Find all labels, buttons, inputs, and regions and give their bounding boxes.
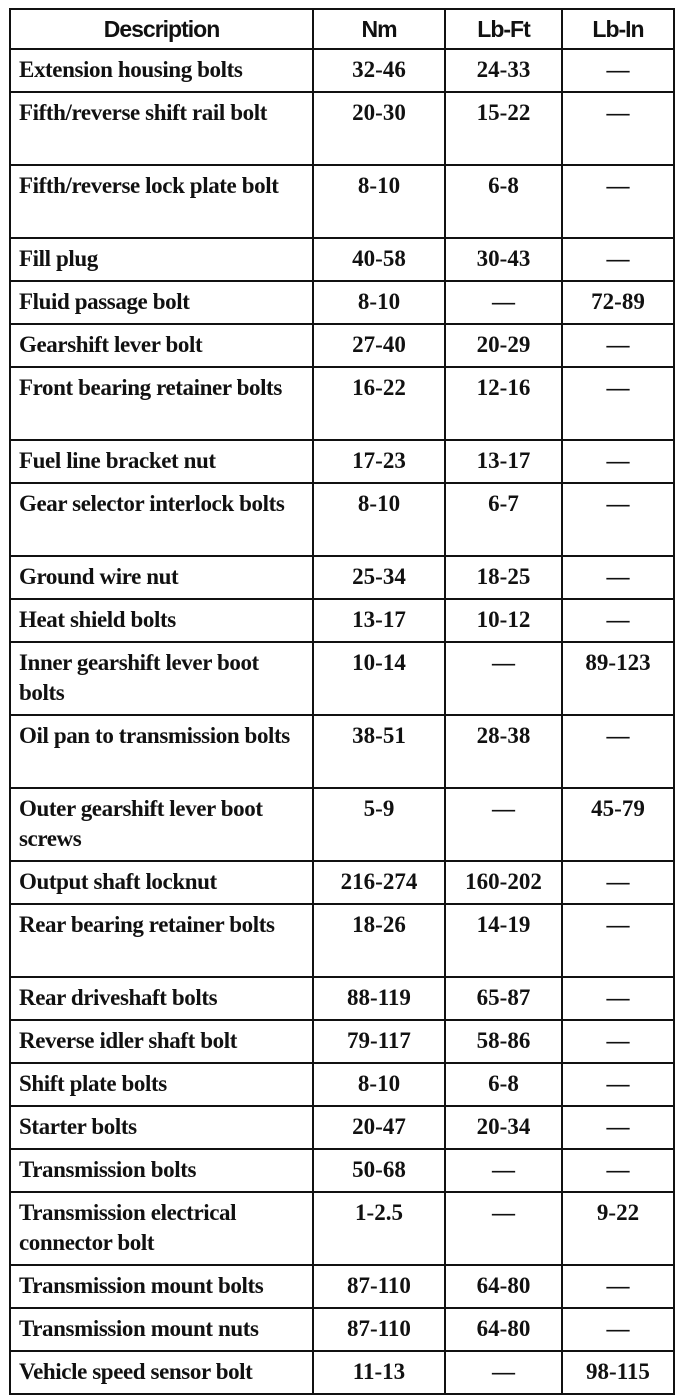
table-row bbox=[10, 642, 674, 715]
lb-in-cell: — bbox=[562, 1063, 674, 1106]
header-lb-in: Lb-In bbox=[562, 9, 674, 49]
lb-in-cell: — bbox=[562, 1149, 674, 1192]
lb-in-cell: 89-123 bbox=[562, 642, 674, 715]
description-cell: Front bearing retainer bolts bbox=[10, 367, 313, 440]
lb-ft-cell: — bbox=[445, 281, 562, 324]
description-cell: Fluid passage bolt bbox=[10, 281, 313, 324]
lb-in-cell: — bbox=[562, 904, 674, 977]
lb-ft-cell: 64-80 bbox=[445, 1308, 562, 1351]
table-row bbox=[10, 367, 674, 440]
lb-ft-cell: 18-25 bbox=[445, 556, 562, 599]
description-cell: Transmission electrical connector bolt bbox=[10, 1192, 313, 1265]
table-row bbox=[10, 788, 674, 861]
lb-ft-cell: 12-16 bbox=[445, 367, 562, 440]
lb-ft-cell: 64-80 bbox=[445, 1265, 562, 1308]
table-row bbox=[10, 281, 674, 324]
table-row bbox=[10, 1106, 674, 1149]
lb-in-cell: 98-115 bbox=[562, 1351, 674, 1394]
nm-cell: 1-2.5 bbox=[313, 1192, 445, 1265]
table-row bbox=[10, 556, 674, 599]
nm-cell: 8-10 bbox=[313, 1063, 445, 1106]
table-row bbox=[10, 440, 674, 483]
nm-cell: 18-26 bbox=[313, 904, 445, 977]
lb-ft-cell: 14-19 bbox=[445, 904, 562, 977]
lb-in-cell: — bbox=[562, 367, 674, 440]
table-row bbox=[10, 1265, 674, 1308]
lb-in-cell: — bbox=[562, 440, 674, 483]
table-row bbox=[10, 1351, 674, 1394]
nm-cell: 216-274 bbox=[313, 861, 445, 904]
lb-in-cell: — bbox=[562, 861, 674, 904]
lb-in-cell: — bbox=[562, 715, 674, 788]
lb-in-cell: — bbox=[562, 1308, 674, 1351]
nm-cell: 20-47 bbox=[313, 1106, 445, 1149]
lb-in-cell: — bbox=[562, 324, 674, 367]
description-cell: Fill plug bbox=[10, 238, 313, 281]
description-cell: Output shaft locknut bbox=[10, 861, 313, 904]
nm-cell: 8-10 bbox=[313, 165, 445, 238]
lb-in-cell: — bbox=[562, 1265, 674, 1308]
lb-ft-cell: 15-22 bbox=[445, 92, 562, 165]
lb-ft-cell: 65-87 bbox=[445, 977, 562, 1020]
header-description: Description bbox=[10, 9, 313, 49]
lb-in-cell: — bbox=[562, 1020, 674, 1063]
lb-in-cell: — bbox=[562, 92, 674, 165]
description-cell: Shift plate bolts bbox=[10, 1063, 313, 1106]
nm-cell: 10-14 bbox=[313, 642, 445, 715]
nm-cell: 27-40 bbox=[313, 324, 445, 367]
header-row bbox=[10, 9, 674, 49]
description-cell: Rear bearing retainer bolts bbox=[10, 904, 313, 977]
lb-ft-cell: — bbox=[445, 788, 562, 861]
lb-in-cell: 45-79 bbox=[562, 788, 674, 861]
lb-in-cell: — bbox=[562, 556, 674, 599]
nm-cell: 11-13 bbox=[313, 1351, 445, 1394]
nm-cell: 16-22 bbox=[313, 367, 445, 440]
nm-cell: 50-68 bbox=[313, 1149, 445, 1192]
description-cell: Transmission bolts bbox=[10, 1149, 313, 1192]
nm-cell: 8-10 bbox=[313, 483, 445, 556]
lb-ft-cell: 6-8 bbox=[445, 165, 562, 238]
table-row bbox=[10, 1063, 674, 1106]
description-cell: Rear driveshaft bolts bbox=[10, 977, 313, 1020]
table-row bbox=[10, 977, 674, 1020]
description-cell: Outer gearshift lever boot screws bbox=[10, 788, 313, 861]
lb-in-cell: — bbox=[562, 483, 674, 556]
nm-cell: 79-117 bbox=[313, 1020, 445, 1063]
lb-in-cell: 72-89 bbox=[562, 281, 674, 324]
description-cell: Fifth/reverse shift rail bolt bbox=[10, 92, 313, 165]
table-row bbox=[10, 1020, 674, 1063]
description-cell: Inner gearshift lever boot bolts bbox=[10, 642, 313, 715]
description-cell: Gearshift lever bolt bbox=[10, 324, 313, 367]
nm-cell: 32-46 bbox=[313, 49, 445, 92]
nm-cell: 88-119 bbox=[313, 977, 445, 1020]
lb-in-cell: — bbox=[562, 238, 674, 281]
lb-ft-cell: 30-43 bbox=[445, 238, 562, 281]
table-row bbox=[10, 483, 674, 556]
lb-ft-cell: — bbox=[445, 1149, 562, 1192]
lb-ft-cell: 10-12 bbox=[445, 599, 562, 642]
lb-ft-cell: — bbox=[445, 642, 562, 715]
description-cell: Starter bolts bbox=[10, 1106, 313, 1149]
description-cell: Reverse idler shaft bolt bbox=[10, 1020, 313, 1063]
nm-cell: 17-23 bbox=[313, 440, 445, 483]
table-row bbox=[10, 599, 674, 642]
header-lb-ft: Lb-Ft bbox=[445, 9, 562, 49]
description-cell: Gear selector interlock bolts bbox=[10, 483, 313, 556]
nm-cell: 20-30 bbox=[313, 92, 445, 165]
nm-cell: 25-34 bbox=[313, 556, 445, 599]
table-row bbox=[10, 49, 674, 92]
torque-spec-table bbox=[9, 8, 675, 1395]
lb-in-cell: — bbox=[562, 165, 674, 238]
lb-ft-cell: 20-34 bbox=[445, 1106, 562, 1149]
description-cell: Ground wire nut bbox=[10, 556, 313, 599]
description-cell: Fifth/reverse lock plate bolt bbox=[10, 165, 313, 238]
lb-ft-cell: — bbox=[445, 1351, 562, 1394]
lb-ft-cell: 20-29 bbox=[445, 324, 562, 367]
nm-cell: 13-17 bbox=[313, 599, 445, 642]
nm-cell: 8-10 bbox=[313, 281, 445, 324]
table-row bbox=[10, 238, 674, 281]
lb-ft-cell: 28-38 bbox=[445, 715, 562, 788]
description-cell: Fuel line bracket nut bbox=[10, 440, 313, 483]
lb-ft-cell: — bbox=[445, 1192, 562, 1265]
table-row bbox=[10, 1192, 674, 1265]
table-row bbox=[10, 1149, 674, 1192]
nm-cell: 38-51 bbox=[313, 715, 445, 788]
description-cell: Extension housing bolts bbox=[10, 49, 313, 92]
table-row bbox=[10, 904, 674, 977]
table-row bbox=[10, 324, 674, 367]
table-row bbox=[10, 92, 674, 165]
nm-cell: 40-58 bbox=[313, 238, 445, 281]
lb-in-cell: — bbox=[562, 1106, 674, 1149]
lb-ft-cell: 58-86 bbox=[445, 1020, 562, 1063]
description-cell: Vehicle speed sensor bolt bbox=[10, 1351, 313, 1394]
table-row bbox=[10, 1308, 674, 1351]
lb-ft-cell: 13-17 bbox=[445, 440, 562, 483]
lb-ft-cell: 24-33 bbox=[445, 49, 562, 92]
description-cell: Transmission mount nuts bbox=[10, 1308, 313, 1351]
lb-in-cell: — bbox=[562, 977, 674, 1020]
lb-ft-cell: 6-8 bbox=[445, 1063, 562, 1106]
nm-cell: 87-110 bbox=[313, 1265, 445, 1308]
description-cell: Heat shield bolts bbox=[10, 599, 313, 642]
lb-ft-cell: 160-202 bbox=[445, 861, 562, 904]
lb-in-cell: — bbox=[562, 49, 674, 92]
table-row bbox=[10, 165, 674, 238]
lb-in-cell: — bbox=[562, 599, 674, 642]
table-row bbox=[10, 715, 674, 788]
table-row bbox=[10, 861, 674, 904]
nm-cell: 87-110 bbox=[313, 1308, 445, 1351]
nm-cell: 5-9 bbox=[313, 788, 445, 861]
header-nm: Nm bbox=[313, 9, 445, 49]
description-cell: Transmission mount bolts bbox=[10, 1265, 313, 1308]
description-cell: Oil pan to transmission bolts bbox=[10, 715, 313, 788]
lb-ft-cell: 6-7 bbox=[445, 483, 562, 556]
lb-in-cell: 9-22 bbox=[562, 1192, 674, 1265]
